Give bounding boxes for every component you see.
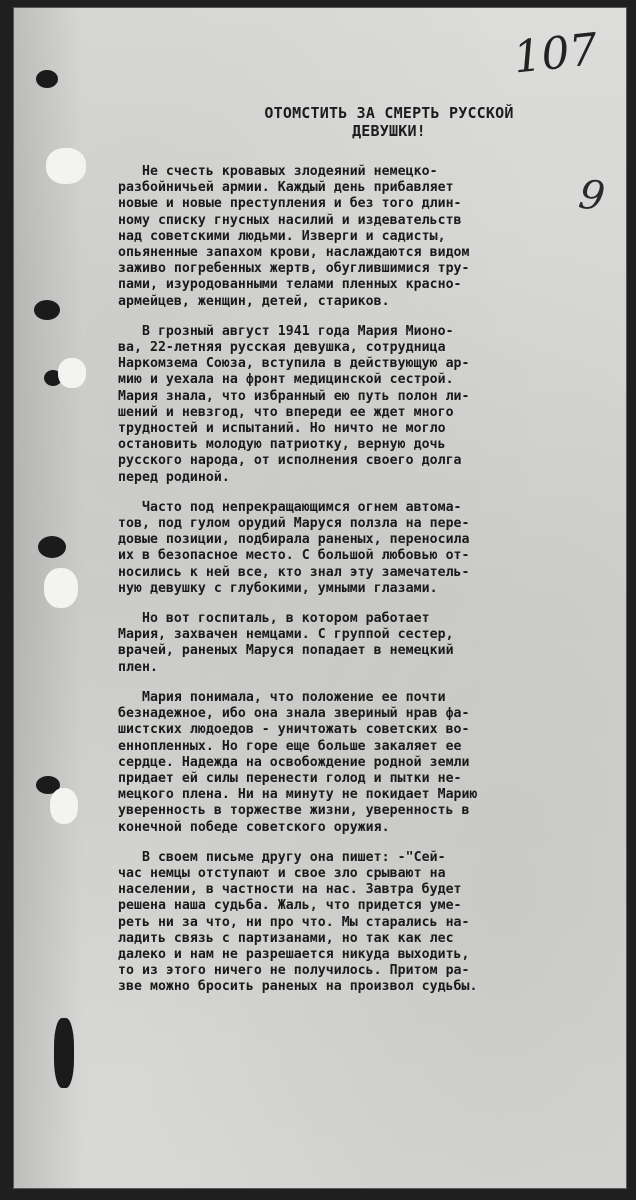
text-line: Но вот госпиталь, в котором работает [118, 611, 430, 627]
text-line: остановить молодую патриотку, верную дочь [118, 437, 446, 453]
binding-tear [54, 1018, 74, 1088]
text-line: армейцев, женщин, детей, стариков. [118, 293, 390, 309]
text-line: Мария знала, что избранный ею путь полон ли- [118, 388, 470, 404]
paper-damage [44, 568, 78, 608]
text-line: носились к ней все, кто знал эту замечатель- [118, 564, 470, 580]
document-title [224, 104, 554, 140]
binding-hole [38, 536, 66, 558]
text-line: опьяненные запахом крови, наслаждаются видом [118, 245, 470, 261]
text-line: Наркомзема Союза, вступила в действующую ар- [118, 356, 470, 372]
paragraph [118, 611, 614, 676]
text-line: то из этого ничего не получилось. Притом ра- [118, 963, 470, 979]
title-line: ДЕВУШКИ! [352, 122, 426, 140]
text-line: шений и невзгод, что впереди ее ждет много [118, 404, 454, 420]
paragraph [118, 690, 614, 836]
text-line: шистских людоедов - уничтожать советских во- [118, 722, 470, 738]
text-line: Мария, захвачен немцами. С группой сестер, [118, 627, 454, 643]
binding-hole [34, 300, 60, 320]
text-line: довые позиции, подбирала раненых, переносила [118, 532, 470, 548]
text-line: конечной победе советского оружия. [118, 819, 390, 835]
paragraph [118, 850, 614, 996]
text-line: перед родиной. [118, 469, 230, 485]
text-line: час немцы отступают и свое зло срывают на [118, 865, 446, 881]
text-line: мию и уехала на фронт медицинской сестрой. [118, 372, 454, 388]
text-line: сердце. Надежда на освобождение родной земли [118, 754, 470, 770]
document-page [14, 8, 626, 1188]
text-line: врачей, раненых Маруся попадает в немецкий [118, 643, 454, 659]
text-line: зве можно бросить раненых на произвол судьбы. [118, 979, 478, 995]
text-line: уверенность в торжестве жизни, уверенность в [118, 803, 470, 819]
title-line: ОТОМСТИТЬ ЗА СМЕРТЬ РУССКОЙ [264, 104, 514, 122]
text-line: реть ни за что, ни про что. Мы старались на- [118, 914, 470, 930]
text-line: ладить связь с партизанами, но так как лес [118, 930, 454, 946]
text-line: безнадежное, ибо она знала звериный нрав фа- [118, 706, 470, 722]
text-line: заживо погребенных жертв, обуглившимися тру- [118, 261, 470, 277]
text-line: ному списку гнусных насилий и издевательств [118, 212, 462, 228]
text-line: ва, 22-летняя русская девушка, сотрудница [118, 340, 446, 356]
text-line: В грозный август 1941 года Мария Мионо- [118, 323, 454, 339]
text-line: придает ей силы перенести голод и пытки не- [118, 770, 462, 786]
text-line: далеко и нам не разрешается никуда выходить, [118, 946, 470, 962]
text-line: решена наша судьба. Жаль, что придется уме- [118, 898, 462, 914]
text-line: разбойничьей армии. Каждый день прибавляет [118, 180, 454, 196]
paragraph [118, 500, 614, 597]
text-line: трудностей и испытаний. Но ничто не могло [118, 421, 446, 437]
text-line: В своем письме другу она пишет: -"Сей- [118, 849, 446, 865]
document-body [118, 164, 614, 1010]
text-line: над советскими людьми. Изверги и садисты, [118, 228, 446, 244]
paragraph [118, 164, 614, 310]
paper-damage [46, 148, 86, 184]
paper-damage [50, 788, 78, 824]
text-line: Мария понимала, что положение ее почти [118, 689, 446, 705]
text-line: плен. [118, 659, 158, 675]
handwritten-margin-note: 9 [575, 171, 608, 221]
text-line: Не счесть кровавых злодеяний немецко- [118, 164, 438, 179]
text-line: Часто под непрекращающимся огнем автома- [118, 499, 462, 515]
binding-hole [36, 70, 58, 88]
text-line: русского народа, от исполнения своего долга [118, 453, 462, 469]
text-line: их в безопасное место. С большой любовью от- [118, 548, 470, 564]
text-line: тов, под гулом орудий Маруся ползла на пере- [118, 516, 470, 532]
text-line: населении, в частности на нас. Завтра будет [118, 882, 462, 898]
paragraph [118, 324, 614, 486]
folio-number: 107 [511, 24, 600, 84]
text-line: еннопленных. Но горе еще больше закаляет ее [118, 738, 462, 754]
text-line: новые и новые преступления и без того длин- [118, 196, 462, 212]
text-line: ную девушку с глубокими, умными глазами. [118, 580, 438, 596]
paper-damage [58, 358, 86, 388]
text-line: пами, изуродованными телами пленных красно- [118, 277, 462, 293]
text-line: мецкого плена. Ни на минуту не покидает Марию [118, 787, 478, 803]
